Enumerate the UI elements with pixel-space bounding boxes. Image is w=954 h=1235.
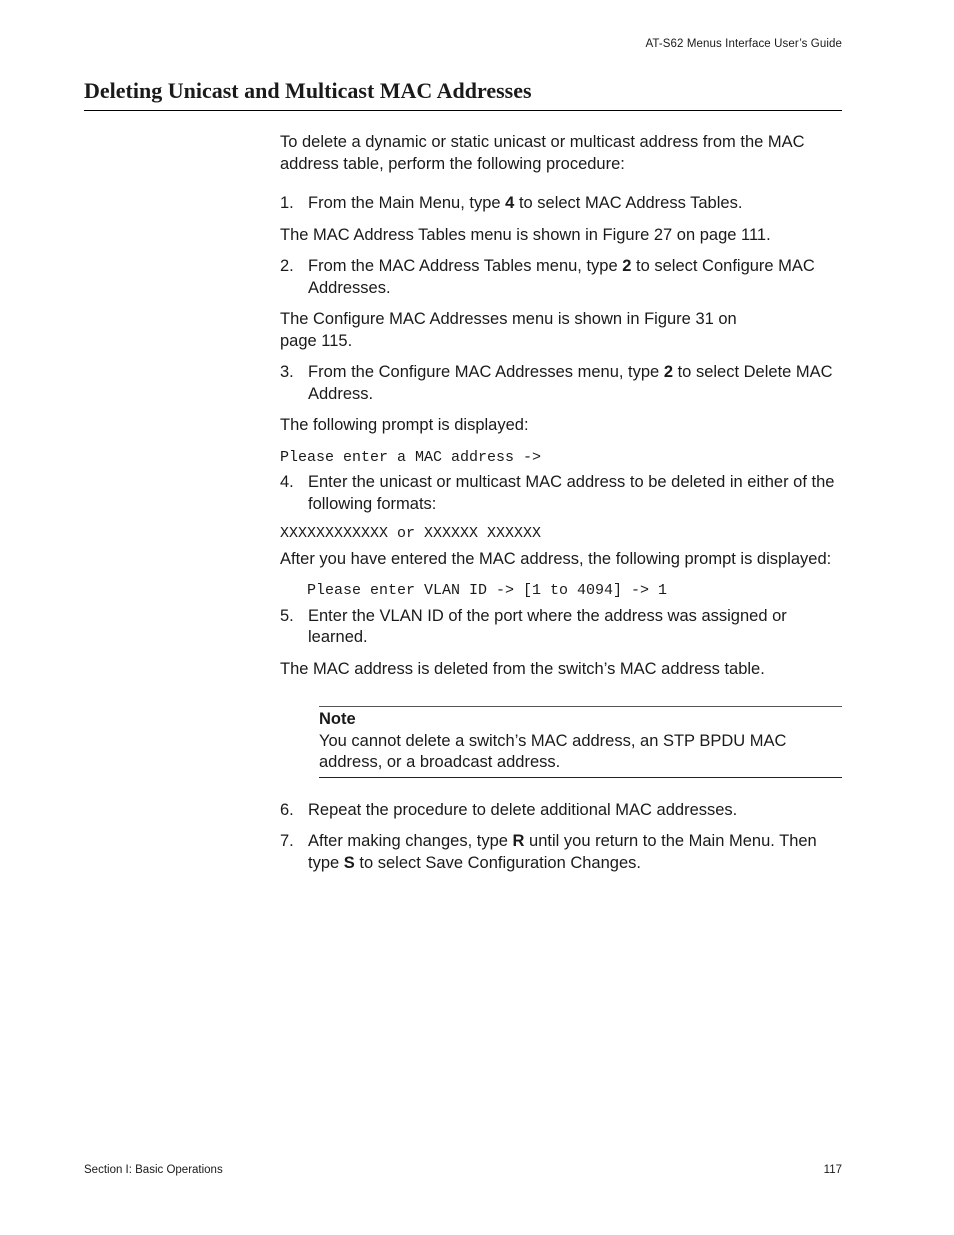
intro-paragraph: To delete a dynamic or static unicast or multicast address from the MAC address table, perform the following procedure: [280,133,805,173]
step-number: 7. [280,832,294,850]
step-7 [280,831,842,874]
step-5 [280,606,842,649]
note-box [319,706,842,778]
step-2 [280,256,842,299]
key-bold: 4 [505,194,515,212]
step-3-note: The following prompt is displayed: [280,416,529,434]
step-6 [280,800,842,822]
step-5-note: The MAC address is deleted from the switch’s MAC address table. [280,659,765,678]
note-title: Note [319,710,356,728]
step-2-note: The Configure MAC Addresses menu is shown in Figure 31 on page 115. [280,310,737,350]
mac-format: XXXXXXXXXXXX or XXXXXX XXXXXX [280,525,542,542]
footer-section: Section I: Basic Operations [84,1164,223,1176]
page-number: 117 [823,1164,842,1176]
step-text: Enter the VLAN ID of the port where the address was assigned or learned. [308,606,787,646]
step-number: 4. [280,473,294,491]
key-bold: 2 [663,363,674,381]
step-4 [280,472,842,515]
step-number: 1. [280,194,294,212]
step-text: From the Main Menu, type 4 to select MAC Address Tables. [308,194,743,212]
step-text: Enter the unicast or multicast MAC address to be deleted in either of the following formats: [308,473,835,513]
step-text: After making changes, type R until you return to the Main Menu. Then type S to select Save Configuration Changes. [308,832,817,872]
step-number: 3. [280,363,294,381]
step-number: 6. [280,800,294,819]
section-title: Deleting Unicast and Multicast MAC Addresses [84,78,532,103]
step-number: 5. [280,606,294,625]
title-rule [84,110,842,111]
note-text: You cannot delete a switch’s MAC address, an STP BPDU MAC address, or a broadcast address. [319,731,787,771]
step-text: Repeat the procedure to delete additional MAC addresses. [308,800,738,819]
running-header: AT-S62 Menus Interface User’s Guide [645,38,842,50]
step-1-note: The MAC Address Tables menu is shown in Figure 27 on page 111. [280,225,771,244]
procedure-content [280,132,842,874]
vlan-prompt: Please enter VLAN ID -> [1 to 4094] -> 1 [307,582,668,599]
step-text: From the Configure MAC Addresses menu, type 2 to select Delete MAC Address. [308,363,833,403]
key-bold: S [343,853,355,872]
step-3 [280,362,842,405]
step-1 [280,193,842,215]
step-text: From the MAC Address Tables menu, type 2 to select Configure MAC Addresses. [308,257,815,297]
step-number: 2. [280,257,294,275]
key-bold: R [512,832,525,850]
step-4-note: After you have entered the MAC address, the following prompt is displayed: [280,549,832,568]
key-bold: 2 [622,257,632,275]
mac-prompt: Please enter a MAC address -> [280,448,542,466]
